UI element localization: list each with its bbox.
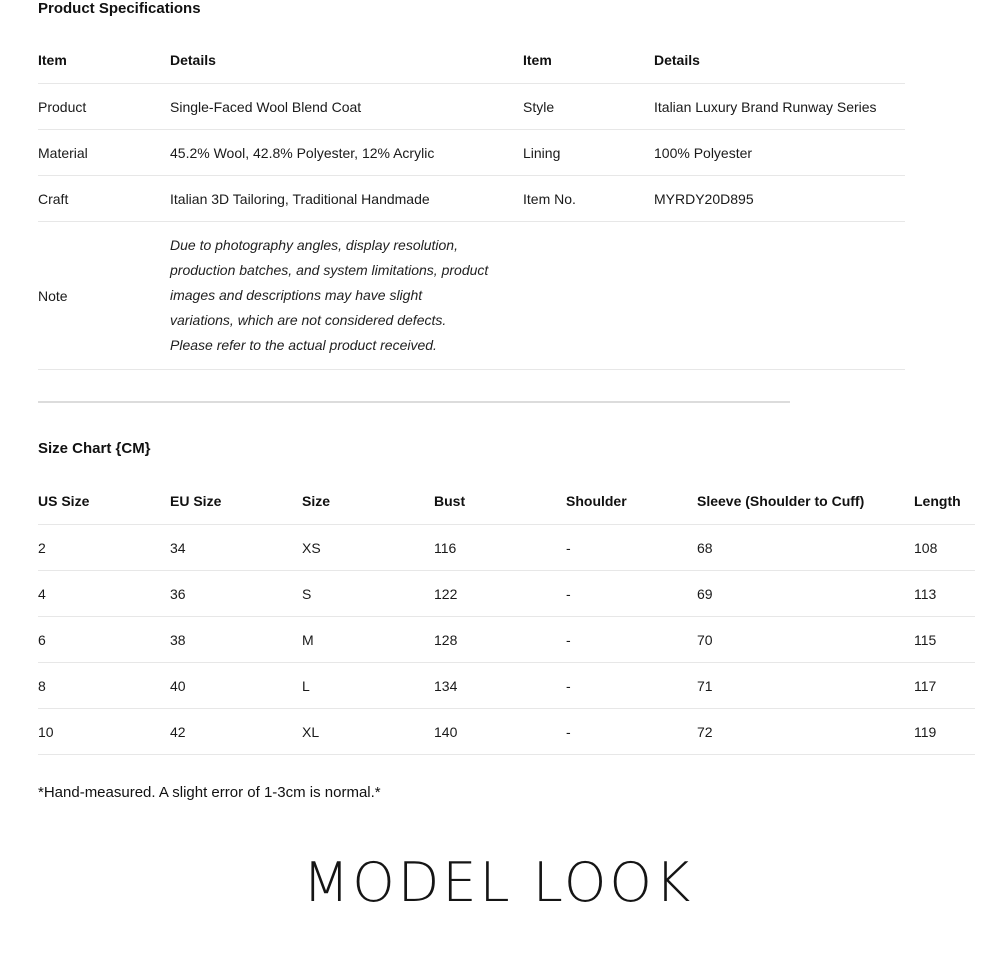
size-row-s (38, 571, 975, 617)
size-col-length: Length (914, 493, 975, 525)
spec-label: Style (523, 84, 654, 130)
size-cell: S (302, 571, 434, 617)
size-cell: - (566, 709, 697, 755)
size-cell: 69 (697, 571, 914, 617)
spec-row-note (38, 222, 905, 370)
spec-value: Single-Faced Wool Blend Coat (170, 84, 523, 130)
size-cell: L (302, 663, 434, 709)
model-look-heading: MODEL LOOK (302, 851, 694, 914)
size-col-bust: Bust (434, 493, 566, 525)
size-cell: - (566, 525, 697, 571)
size-cell: 38 (170, 617, 302, 663)
spec-value: MYRDY20D895 (654, 176, 905, 222)
size-cell: 140 (434, 709, 566, 755)
spec-value-empty (654, 222, 905, 370)
size-col-size: Size (302, 493, 434, 525)
size-cell: XS (302, 525, 434, 571)
spec-value: Italian 3D Tailoring, Traditional Handmade (170, 176, 523, 222)
size-cell: 72 (697, 709, 914, 755)
size-cell: 119 (914, 709, 975, 755)
size-col-shoulder: Shoulder (566, 493, 697, 525)
size-cell: 4 (38, 571, 170, 617)
size-col-eu-size: EU Size (170, 493, 302, 525)
size-header-row (38, 493, 975, 525)
spec-note-text: Due to photography angles, display resolution, production batches, and system limitations, product images and descriptions may have slight variations, which are not considered defects. Please refer to the actual product received. (170, 222, 523, 370)
size-cell: 70 (697, 617, 914, 663)
spec-value: 100% Polyester (654, 130, 905, 176)
size-row-xl (38, 709, 975, 755)
size-cell: XL (302, 709, 434, 755)
spec-row-material (38, 130, 905, 176)
spec-row-product (38, 84, 905, 130)
spec-table (38, 52, 905, 370)
size-cell: 134 (434, 663, 566, 709)
size-cell: - (566, 617, 697, 663)
size-row-l (38, 663, 975, 709)
size-col-sleeve: Sleeve (Shoulder to Cuff) (697, 493, 914, 525)
spec-col-item-right: Item (523, 52, 654, 84)
size-cell: 71 (697, 663, 914, 709)
size-cell: 2 (38, 525, 170, 571)
spec-label-empty (523, 222, 654, 370)
size-cell: 113 (914, 571, 975, 617)
size-cell: 116 (434, 525, 566, 571)
spec-label: Product (38, 84, 170, 130)
size-cell: 40 (170, 663, 302, 709)
size-cell: 10 (38, 709, 170, 755)
spec-label: Item No. (523, 176, 654, 222)
spec-label: Craft (38, 176, 170, 222)
size-cell: 36 (170, 571, 302, 617)
size-cell: M (302, 617, 434, 663)
size-cell: 8 (38, 663, 170, 709)
size-cell: 128 (434, 617, 566, 663)
size-cell: - (566, 663, 697, 709)
spec-col-details-right: Details (654, 52, 905, 84)
size-col-us-size: US Size (38, 493, 170, 525)
section-divider (38, 401, 790, 403)
size-cell: 117 (914, 663, 975, 709)
spec-label: Lining (523, 130, 654, 176)
size-cell: 108 (914, 525, 975, 571)
size-row-m (38, 617, 975, 663)
size-cell: 6 (38, 617, 170, 663)
spec-col-details-left: Details (170, 52, 523, 84)
size-cell: 68 (697, 525, 914, 571)
size-section-title: Size Chart {CM} (38, 440, 151, 457)
spec-col-item-left: Item (38, 52, 170, 84)
measurement-footnote: *Hand-measured. A slight error of 1-3cm is normal.* (38, 784, 381, 801)
spec-row-craft (38, 176, 905, 222)
size-cell: 34 (170, 525, 302, 571)
spec-value: Italian Luxury Brand Runway Series (654, 84, 905, 130)
size-cell: - (566, 571, 697, 617)
spec-value: 45.2% Wool, 42.8% Polyester, 12% Acrylic (170, 130, 523, 176)
size-cell: 122 (434, 571, 566, 617)
size-cell: 115 (914, 617, 975, 663)
size-chart-table (38, 493, 975, 755)
size-row-xs (38, 525, 975, 571)
size-cell: 42 (170, 709, 302, 755)
spec-header-row (38, 52, 905, 84)
spec-section-title: Product Specifications (38, 0, 201, 17)
spec-label: Material (38, 130, 170, 176)
spec-label: Note (38, 222, 170, 370)
